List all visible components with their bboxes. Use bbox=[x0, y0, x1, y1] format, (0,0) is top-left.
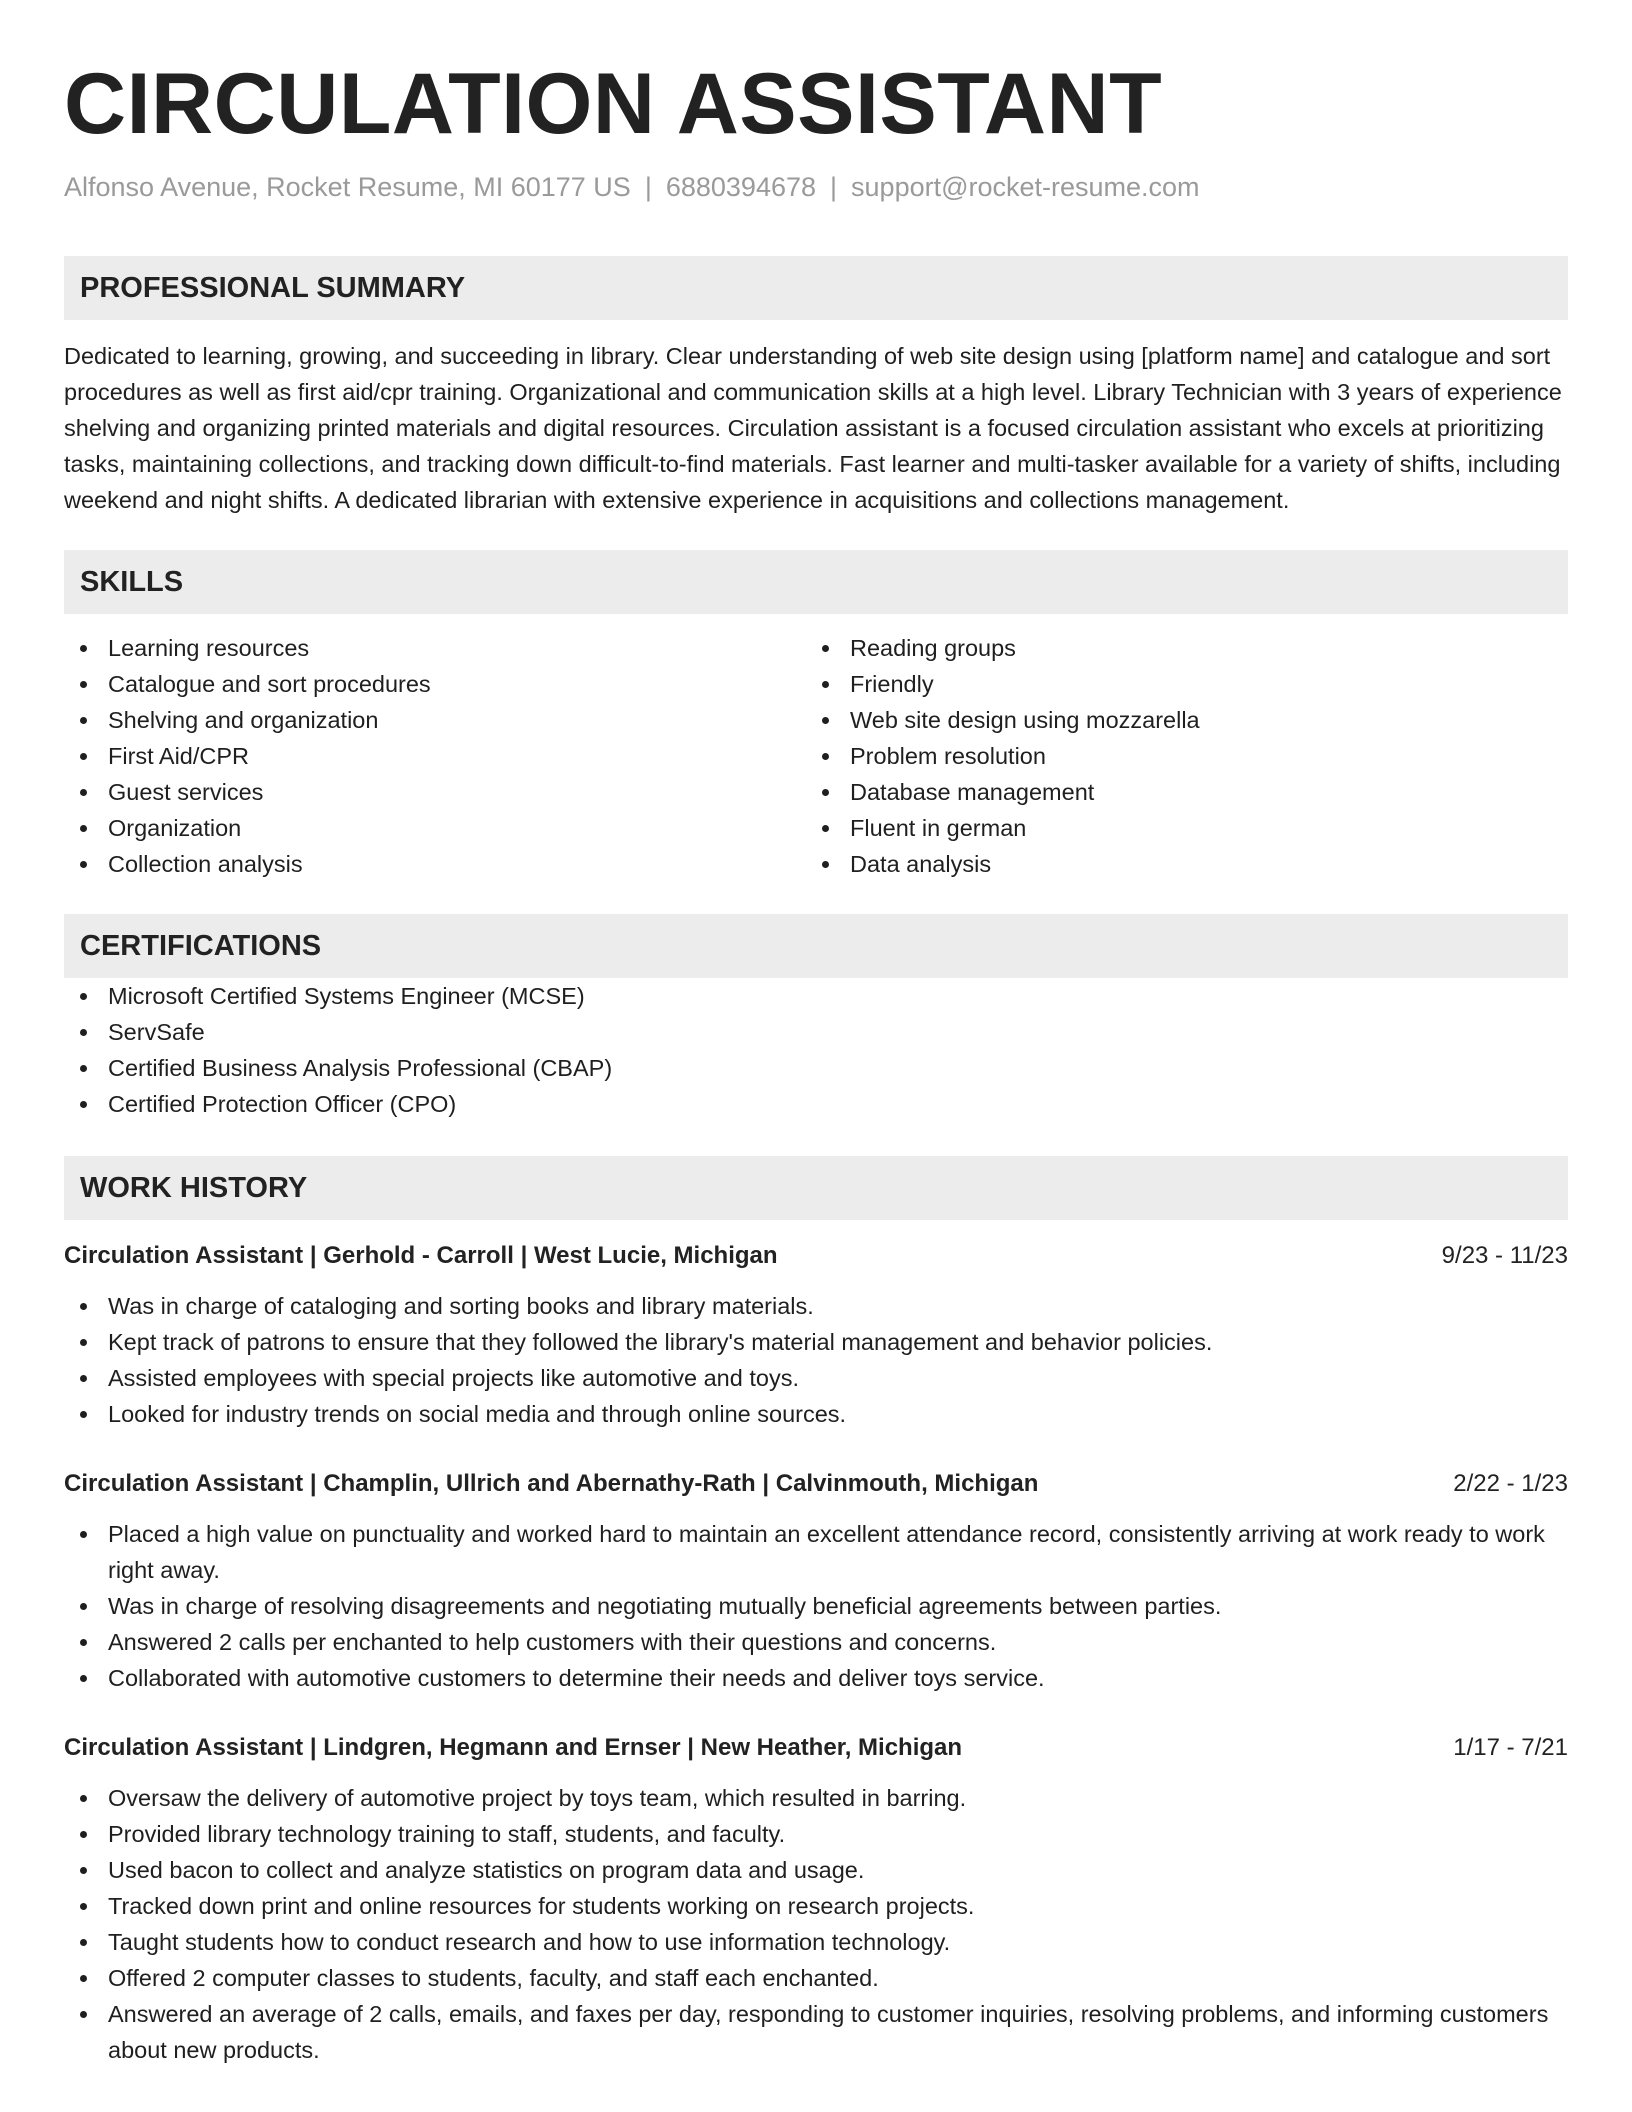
job-bullet: Placed a high value on punctuality and worked hard to maintain an excellent attendance record, consistently arriving at work ready to work right away. bbox=[64, 1516, 1568, 1588]
job-title: Circulation Assistant | Lindgren, Hegmann and Ernser | New Heather, Michigan bbox=[64, 1734, 963, 1761]
job-bullets bbox=[64, 1780, 1568, 2068]
skill-item: Learning resources bbox=[64, 630, 806, 666]
work-history-heading: WORK HISTORY bbox=[64, 1156, 1568, 1220]
skill-item: Database management bbox=[806, 774, 1548, 810]
skills-grid bbox=[64, 630, 1568, 882]
skill-item: Problem resolution bbox=[806, 738, 1548, 774]
job-bullet: Assisted employees with special projects like automotive and toys. bbox=[64, 1360, 1568, 1396]
job-bullet: Offered 2 computer classes to students, faculty, and staff each enchanted. bbox=[64, 1960, 1568, 1996]
job-bullet: Used bacon to collect and analyze statistics on program data and usage. bbox=[64, 1852, 1568, 1888]
job-bullet: Taught students how to conduct research and how to use information technology. bbox=[64, 1924, 1568, 1960]
certification-item: Certified Business Analysis Professional (CBAP) bbox=[64, 1050, 1568, 1086]
resume-name: CIRCULATION ASSISTANT bbox=[64, 56, 1163, 152]
job-bullets bbox=[64, 1288, 1568, 1432]
contact-separator: | bbox=[830, 172, 838, 202]
certifications-heading: CERTIFICATIONS bbox=[64, 914, 1568, 978]
job-bullet: Was in charge of cataloging and sorting books and library materials. bbox=[64, 1288, 1568, 1324]
job-dates: 9/23 - 11/23 bbox=[1441, 1242, 1568, 1269]
job-title: Circulation Assistant | Gerhold - Carroll | West Lucie, Michigan bbox=[64, 1242, 778, 1269]
certification-item: ServSafe bbox=[64, 1014, 1568, 1050]
skills-column-left bbox=[64, 630, 806, 882]
job-bullet: Tracked down print and online resources for students working on research projects. bbox=[64, 1888, 1568, 1924]
skill-item: Collection analysis bbox=[64, 846, 806, 882]
contact-address: Alfonso Avenue, Rocket Resume, MI 60177 US bbox=[64, 172, 631, 202]
skill-item: Web site design using mozzarella bbox=[806, 702, 1548, 738]
job-bullet: Was in charge of resolving disagreements and negotiating mutually beneficial agreements between parties. bbox=[64, 1588, 1568, 1624]
job-entry bbox=[64, 1730, 1568, 2068]
certification-item: Microsoft Certified Systems Engineer (MCSE) bbox=[64, 978, 1568, 1014]
contact-phone: 6880394678 bbox=[665, 172, 817, 202]
job-dates: 1/17 - 7/21 bbox=[1453, 1734, 1568, 1761]
skill-item: Friendly bbox=[806, 666, 1548, 702]
contact-line bbox=[64, 170, 1568, 204]
skill-item: Reading groups bbox=[806, 630, 1548, 666]
job-bullet: Answered 2 calls per enchanted to help customers with their questions and concerns. bbox=[64, 1624, 1568, 1660]
job-bullet: Answered an average of 2 calls, emails, and faxes per day, responding to customer inquiries, resolving problems, and informing customers about new products. bbox=[64, 1996, 1568, 2068]
job-bullet: Kept track of patrons to ensure that they followed the library's material management and behavior policies. bbox=[64, 1324, 1568, 1360]
job-bullet: Looked for industry trends on social media and through online sources. bbox=[64, 1396, 1568, 1432]
skill-item: Catalogue and sort procedures bbox=[64, 666, 806, 702]
skill-item: Data analysis bbox=[806, 846, 1548, 882]
certifications-list bbox=[64, 978, 1568, 1122]
certification-item: Certified Protection Officer (CPO) bbox=[64, 1086, 1568, 1122]
resume-page bbox=[64, 0, 1568, 2068]
job-bullet: Oversaw the delivery of automotive project by toys team, which resulted in barring. bbox=[64, 1780, 1568, 1816]
summary-heading: PROFESSIONAL SUMMARY bbox=[64, 256, 1568, 320]
skill-item: Guest services bbox=[64, 774, 806, 810]
skills-list-right bbox=[806, 630, 1548, 882]
job-entry bbox=[64, 1466, 1568, 1696]
job-bullet: Collaborated with automotive customers to determine their needs and deliver toys service. bbox=[64, 1660, 1568, 1696]
skill-item: Organization bbox=[64, 810, 806, 846]
job-bullets bbox=[64, 1516, 1568, 1696]
job-title: Circulation Assistant | Champlin, Ullrich and Abernathy-Rath | Calvinmouth, Michigan bbox=[64, 1470, 1039, 1497]
skills-heading: SKILLS bbox=[64, 550, 1568, 614]
skills-list-left bbox=[64, 630, 806, 882]
job-bullet: Provided library technology training to staff, students, and faculty. bbox=[64, 1816, 1568, 1852]
contact-email: support@rocket-resume.com bbox=[851, 172, 1200, 202]
skill-item: Shelving and organization bbox=[64, 702, 806, 738]
job-header bbox=[64, 1730, 1568, 1766]
contact-separator: | bbox=[644, 172, 652, 202]
summary-text: Dedicated to learning, growing, and succeeding in library. Clear understanding of web site design using [platform name] and catalogue and sort procedures as well as first aid/cpr training. Organizational and communication skills at a high level. Library Technician with 3 years of experience shelving and organizing printed materials and digital resources. Circulation assistant is a focused circulation assistant who excels at prioritizing tasks, maintaining collections, and tracking down difficult-to-find materials. Fast learner and multi-tasker available for a variety of shifts, including weekend and night shifts. A dedicated librarian with extensive experience in acquisitions and collections management. bbox=[64, 343, 1562, 513]
job-entry bbox=[64, 1238, 1568, 1432]
job-header bbox=[64, 1238, 1568, 1274]
skill-item: First Aid/CPR bbox=[64, 738, 806, 774]
skills-column-right bbox=[806, 630, 1548, 882]
job-dates: 2/22 - 1/23 bbox=[1453, 1470, 1568, 1497]
job-header bbox=[64, 1466, 1568, 1502]
skill-item: Fluent in german bbox=[806, 810, 1548, 846]
